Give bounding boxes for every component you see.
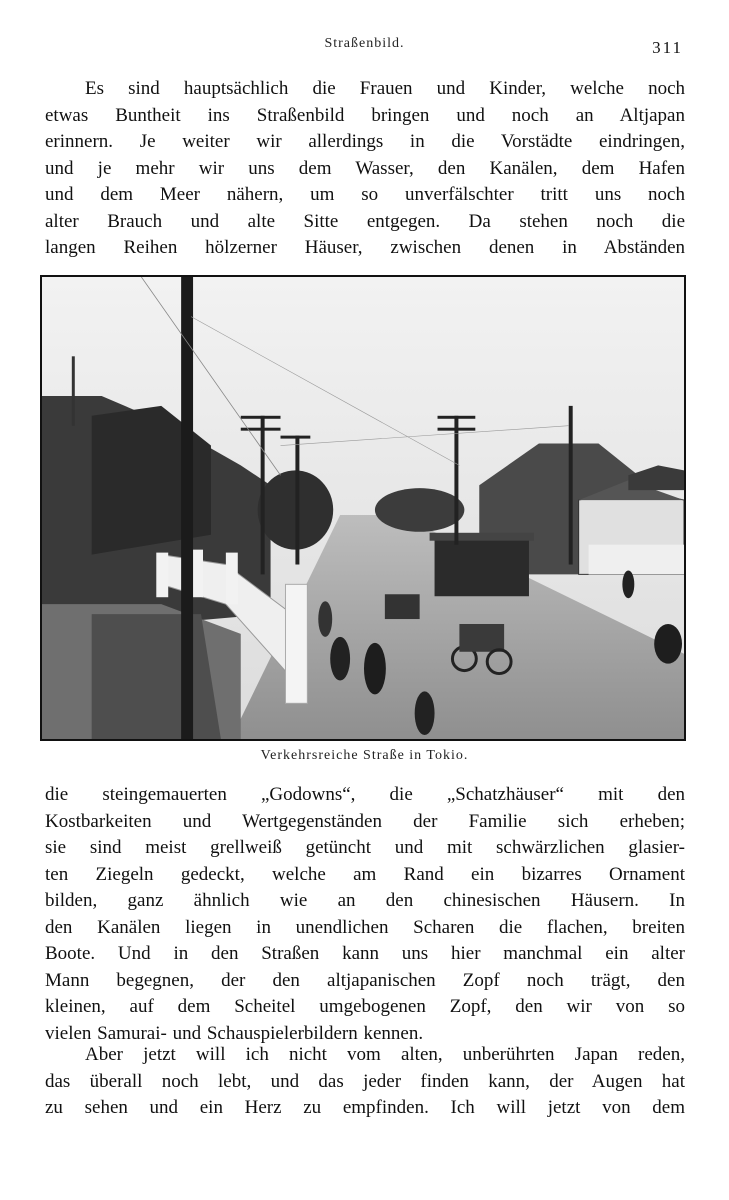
text-line: sie sind meist grellweiß getüncht und mit schwärzlichen glasier- (45, 837, 685, 858)
text-line: Boote. Und in den Straßen kann uns hier manchmal ein alter (45, 943, 685, 964)
text-line: erinnern. Je weiter wir allerdings in die Vorstädte eindringen, (45, 131, 685, 152)
street-photograph (40, 275, 686, 741)
photo-image (42, 277, 684, 739)
text-line: vielen Samurai- und Schauspielerbildern kennen. (45, 1022, 424, 1044)
page-number: 311 (652, 38, 683, 57)
paragraph-2 (45, 782, 685, 1047)
text-line: die steingemauerten „Godowns“, die „Schatzhäuser“ mit den (45, 784, 685, 805)
text-line: ten Ziegeln gedeckt, welche am Rand ein bizarres Ornament (45, 863, 685, 885)
text-line: langen Reihen hölzerner Häuser, zwischen denen in Abständen (45, 237, 685, 258)
text-line: etwas Buntheit ins Straßenbild bringen und noch an Altjapan (45, 104, 685, 126)
text-line: Kostbarkeiten und Wertgegenständen der Familie sich erheben; (45, 810, 685, 832)
text-line: Es sind hauptsächlich die Frauen und Kinder, welche noch (85, 78, 685, 99)
text-line: Aber jetzt will ich nicht vom alten, unberührten Japan reden, (85, 1044, 685, 1065)
text-line: den Kanälen liegen in unendlichen Scharen die flachen, breiten (45, 916, 685, 938)
text-line: zu sehen und ein Herz zu empfinden. Ich will jetzt von dem (45, 1097, 685, 1118)
text-line: und dem Meer nähern, um so unverfälschter tritt uns noch (45, 184, 685, 205)
text-line: kleinen, auf dem Scheitel umgebogenen Zopf, den wir von so (45, 996, 685, 1017)
running-head: Straßenbild. (324, 36, 405, 51)
text-line: und je mehr wir uns dem Wasser, den Kanälen, dem Hafen (45, 157, 685, 179)
paragraph-1 (45, 76, 685, 262)
text-line: bilden, ganz ähnlich wie an den chinesischen Häusern. In (45, 890, 685, 911)
text-line: alter Brauch und alte Sitte entgegen. Da stehen noch die (45, 210, 685, 232)
figure-caption: Verkehrsreiche Straße in Tokio. (260, 748, 469, 763)
text-line: das überall noch lebt, und das jeder finden kann, der Augen hat (45, 1070, 685, 1092)
text-line: Mann begegnen, der den altjapanischen Zopf noch trägt, den (45, 969, 685, 991)
paragraph-3 (45, 1042, 685, 1122)
